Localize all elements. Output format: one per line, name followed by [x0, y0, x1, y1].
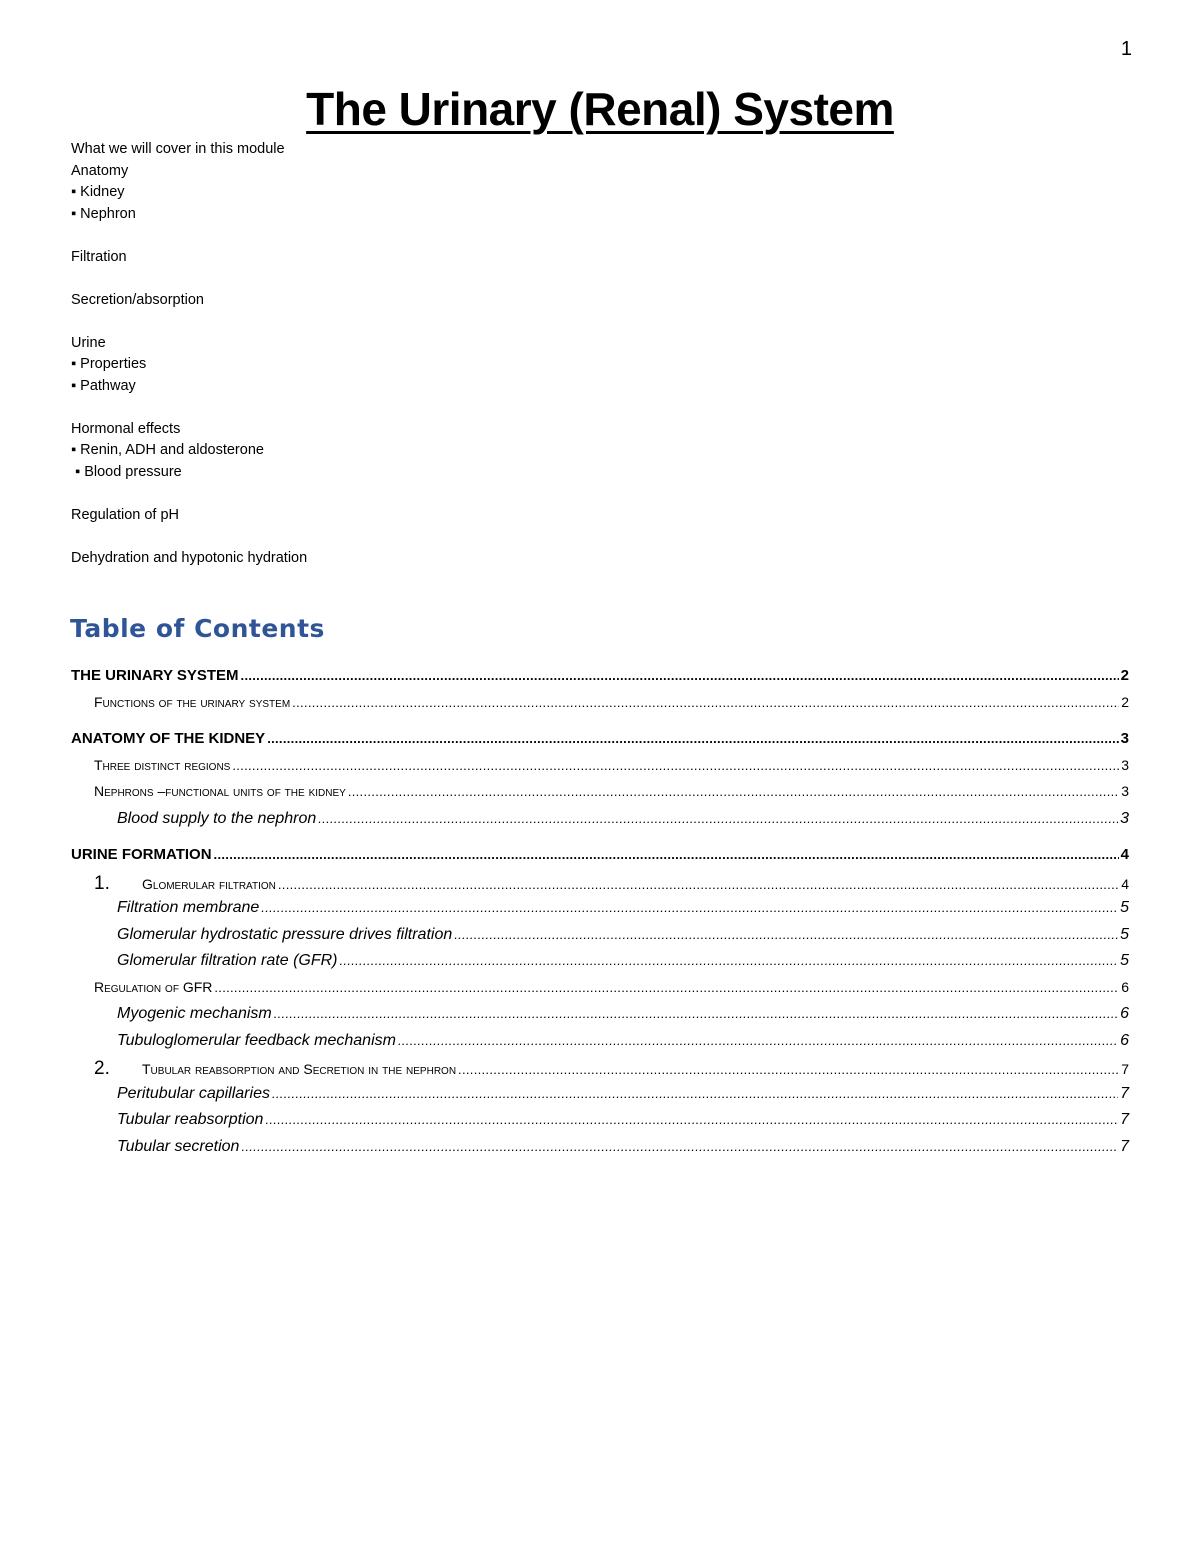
toc-entry-label: Three distinct regions — [94, 756, 231, 773]
toc-dot-leader — [261, 900, 1118, 915]
toc-entry-label: URINE FORMATION — [71, 846, 212, 863]
toc-dot-leader — [454, 927, 1118, 942]
outline-item: Filtration — [71, 248, 127, 265]
toc-entry[interactable] — [71, 1032, 1129, 1059]
toc-dot-leader — [274, 1006, 1118, 1021]
toc-entry-label: Myogenic mechanism — [117, 1005, 272, 1022]
toc-dot-leader — [214, 847, 1119, 862]
toc-entry[interactable] — [71, 926, 1129, 953]
toc-dot-leader — [241, 668, 1119, 683]
toc-page-number: 4 — [1121, 875, 1129, 892]
outline-item: Regulation of pH — [71, 506, 180, 523]
toc-dot-leader — [340, 953, 1119, 968]
toc-page-number: 6 — [1121, 978, 1129, 995]
toc-dot-leader — [398, 1033, 1118, 1048]
toc-entry[interactable] — [71, 694, 1129, 721]
outline-spacer — [71, 225, 307, 247]
outline-item: ▪ Kidney — [71, 184, 125, 200]
toc-page-number: 6 — [1120, 1031, 1129, 1049]
toc-entry[interactable] — [71, 1058, 1129, 1085]
toc-entry-label: Tubuloglomerular feedback mechanism — [117, 1031, 396, 1049]
toc-entry-number: 1. — [94, 872, 110, 894]
toc-page-number: 7 — [1120, 1137, 1129, 1155]
toc-entry[interactable] — [71, 1005, 1129, 1032]
toc-entry-label: Glomerular hydrostatic pressure drives filtration — [117, 925, 453, 943]
toc-dot-leader — [272, 1086, 1118, 1101]
outline-item: ▪ Nephron — [71, 205, 136, 222]
toc-entry[interactable] — [71, 899, 1129, 926]
toc-entry[interactable] — [71, 952, 1129, 979]
toc-entry-label: ANATOMY OF THE KIDNEY — [71, 730, 266, 747]
toc-entry-label: Tubular secretion — [117, 1137, 240, 1155]
toc-dot-leader — [265, 1112, 1118, 1127]
outline-item: ▪ Properties — [71, 356, 147, 372]
outline-spacer — [71, 526, 307, 548]
toc-entry-text: Glomerular filtration — [142, 875, 276, 892]
outline-item: What we will cover in this module — [71, 141, 285, 157]
toc-page-number: 2 — [1121, 693, 1129, 710]
toc-entry[interactable] — [71, 873, 1129, 900]
outline-spacer — [71, 268, 307, 290]
toc-entry[interactable] — [71, 757, 1129, 784]
toc-entry-label: Filtration membrane — [117, 899, 260, 916]
outline-item: ▪ Renin, ADH and aldosterone — [71, 442, 264, 458]
toc-entry[interactable] — [71, 1111, 1129, 1138]
toc-entry[interactable] — [71, 810, 1129, 837]
toc-page-number: 3 — [1121, 756, 1129, 773]
toc-page-number: 3 — [1120, 730, 1129, 747]
table-of-contents — [71, 667, 1129, 1164]
toc-page-number: 2 — [1120, 667, 1129, 684]
outline-item: Dehydration and hypotonic hydration — [71, 549, 308, 566]
toc-entry[interactable] — [71, 1138, 1129, 1165]
toc-entry[interactable] — [71, 979, 1129, 1006]
toc-entry-label — [94, 873, 276, 895]
toc-page-number: 5 — [1120, 925, 1129, 943]
toc-entry-label: Regulation of GFR — [94, 978, 213, 995]
toc-dot-leader — [348, 784, 1119, 799]
toc-entry-label: THE URINARY SYSTEM — [71, 667, 239, 684]
toc-heading: Table of Contents — [70, 614, 325, 643]
outline-item: Anatomy — [71, 162, 129, 179]
toc-dot-leader — [318, 811, 1118, 826]
toc-dot-leader — [458, 1062, 1119, 1077]
toc-dot-leader — [232, 758, 1119, 773]
toc-page-number: 7 — [1121, 1061, 1129, 1077]
outline-spacer — [71, 311, 307, 333]
toc-page-number: 4 — [1120, 846, 1129, 863]
toc-page-number: 3 — [1120, 809, 1129, 827]
toc-entry-label: Peritubular capillaries — [117, 1084, 270, 1102]
toc-entry-label: Blood supply to the nephron — [117, 809, 317, 827]
outline-spacer — [71, 397, 307, 419]
toc-entry-label: Functions of the urinary system — [94, 693, 291, 710]
toc-entry[interactable] — [71, 667, 1129, 694]
outline-item: ▪ Blood pressure — [71, 463, 182, 480]
toc-page-number: 7 — [1120, 1111, 1129, 1128]
document-title: The Urinary (Renal) System — [306, 83, 894, 135]
toc-entry[interactable] — [71, 1085, 1129, 1112]
toc-entry-label — [94, 1058, 456, 1080]
toc-page-number: 5 — [1120, 952, 1129, 969]
outline-item: Hormonal effects — [71, 420, 181, 437]
outline-spacer — [71, 483, 307, 505]
toc-page-number: 7 — [1120, 1084, 1129, 1102]
module-outline — [71, 139, 307, 569]
toc-page-number: 3 — [1121, 783, 1129, 799]
page-number: 1 — [1120, 38, 1132, 60]
toc-dot-leader — [241, 1139, 1118, 1154]
outline-item: ▪ Pathway — [71, 377, 136, 394]
toc-dot-leader — [292, 695, 1119, 710]
outline-item: Urine — [71, 334, 106, 351]
toc-entry-label: Nephrons –functional units of the kidney — [94, 783, 346, 799]
toc-page-number: 6 — [1120, 1005, 1129, 1022]
toc-entry[interactable] — [71, 730, 1129, 757]
toc-dot-leader — [267, 731, 1118, 746]
toc-entry[interactable] — [71, 846, 1129, 873]
toc-page-number: 5 — [1120, 899, 1129, 916]
toc-entry-label: Tubular reabsorption — [117, 1111, 264, 1128]
toc-dot-leader — [278, 877, 1119, 892]
toc-dot-leader — [214, 980, 1119, 995]
outline-item: Secretion/absorption — [71, 291, 204, 308]
toc-entry-number: 2. — [94, 1058, 110, 1079]
toc-entry-label: Glomerular filtration rate (GFR) — [117, 952, 338, 969]
toc-entry[interactable] — [71, 783, 1129, 810]
toc-entry-text: Tubular reabsorption and Secretion in the nephron — [142, 1061, 457, 1077]
